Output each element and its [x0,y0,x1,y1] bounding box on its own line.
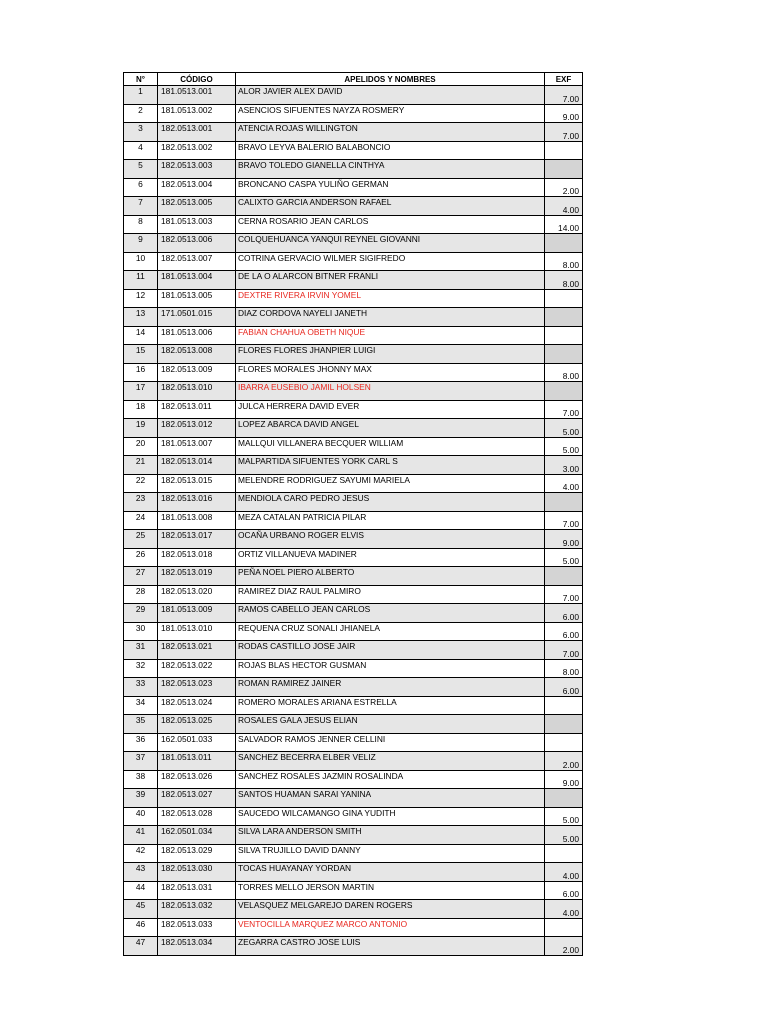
table-row [124,789,583,808]
student-code: 182.0513.004 [158,178,236,197]
table-row [124,900,583,919]
student-code: 182.0513.001 [158,123,236,142]
exf-grade: 6.00 [545,881,583,900]
student-name: TORRES MELLO JERSON MARTIN [236,881,545,900]
student-code: 181.0513.001 [158,86,236,105]
student-name: ZEGARRA CASTRO JOSE LUIS [236,937,545,956]
table-row [124,511,583,530]
exf-grade: 4.00 [545,197,583,216]
student-code: 182.0513.027 [158,789,236,808]
student-code: 182.0513.017 [158,530,236,549]
student-code: 182.0513.024 [158,696,236,715]
exf-grade [545,715,583,734]
exf-grade [545,234,583,253]
exf-grade: 2.00 [545,937,583,956]
row-number: 23 [124,493,158,512]
exf-grade: 14.00 [545,215,583,234]
table-row [124,123,583,142]
table-row [124,215,583,234]
table-row [124,548,583,567]
row-number: 38 [124,770,158,789]
row-number: 5 [124,160,158,179]
student-code: 182.0513.022 [158,659,236,678]
table-row [124,863,583,882]
student-name: ROSALES GALA JESUS ELIAN [236,715,545,734]
exf-grade: 4.00 [545,474,583,493]
student-name: SILVA TRUJILLO DAVID DANNY [236,844,545,863]
row-number: 36 [124,733,158,752]
table-row [124,289,583,308]
row-number: 2 [124,104,158,123]
student-code: 182.0513.030 [158,863,236,882]
table-row [124,807,583,826]
student-code: 171.0501.015 [158,308,236,327]
student-code: 182.0513.034 [158,937,236,956]
student-code: 182.0513.033 [158,918,236,937]
row-number: 37 [124,752,158,771]
student-code: 182.0513.014 [158,456,236,475]
student-name: RAMIREZ DIAZ RAUL PALMIRO [236,585,545,604]
table-row [124,308,583,327]
exf-grade: 5.00 [545,437,583,456]
table-row [124,345,583,364]
table-row [124,622,583,641]
exf-grade: 7.00 [545,511,583,530]
table-row [124,252,583,271]
exf-grade: 7.00 [545,585,583,604]
student-name: ASENCIOS SIFUENTES NAYZA ROSMERY [236,104,545,123]
student-name: ATENCIA ROJAS WILLINGTON [236,123,545,142]
row-number: 20 [124,437,158,456]
student-name: MENDIOLA CARO PEDRO JESUS [236,493,545,512]
table-row [124,197,583,216]
exf-grade [545,567,583,586]
table-row [124,363,583,382]
exf-grade: 9.00 [545,104,583,123]
row-number: 41 [124,826,158,845]
student-code: 181.0513.009 [158,604,236,623]
student-name: PEÑA NOEL PIERO ALBERTO [236,567,545,586]
student-code: 181.0513.003 [158,215,236,234]
header-names: APELIDOS Y NOMBRES [236,73,545,86]
student-code: 181.0513.007 [158,437,236,456]
table-row [124,678,583,697]
student-name: REQUENA CRUZ SONALI JHIANELA [236,622,545,641]
table-row [124,770,583,789]
student-name: ROMERO MORALES ARIANA ESTRELLA [236,696,545,715]
student-name: SANTOS HUAMAN SARAI YANINA [236,789,545,808]
table-row [124,585,583,604]
student-name: IBARRA EUSEBIO JAMIL HOLSEN [236,382,545,401]
table-row [124,844,583,863]
student-code: 182.0513.032 [158,900,236,919]
student-code: 182.0513.025 [158,715,236,734]
student-code: 181.0513.011 [158,752,236,771]
student-name: DIAZ CORDOVA NAYELI JANETH [236,308,545,327]
student-code: 182.0513.009 [158,363,236,382]
table-row [124,178,583,197]
table-row [124,419,583,438]
row-number: 34 [124,696,158,715]
exf-grade: 7.00 [545,86,583,105]
student-name: CERNA ROSARIO JEAN CARLOS [236,215,545,234]
exf-grade: 8.00 [545,252,583,271]
student-name: SANCHEZ ROSALES JAZMIN ROSALINDA [236,770,545,789]
row-number: 30 [124,622,158,641]
student-code: 182.0513.015 [158,474,236,493]
student-name: ORTIZ VILLANUEVA MADINER [236,548,545,567]
student-name: MALPARTIDA SIFUENTES YORK CARL S [236,456,545,475]
student-code: 182.0513.031 [158,881,236,900]
student-code: 181.0513.005 [158,289,236,308]
exf-grade [545,493,583,512]
exf-grade [545,789,583,808]
table-row [124,659,583,678]
student-code: 182.0513.016 [158,493,236,512]
table-row [124,326,583,345]
header-exf: EXF [545,73,583,86]
student-name: FLORES FLORES JHANPIER LUIGI [236,345,545,364]
exf-grade [545,141,583,160]
row-number: 28 [124,585,158,604]
table-header-row [124,73,583,86]
exf-grade [545,289,583,308]
row-number: 39 [124,789,158,808]
student-code: 181.0513.006 [158,326,236,345]
exf-grade: 6.00 [545,678,583,697]
row-number: 12 [124,289,158,308]
table-row [124,881,583,900]
student-code: 182.0513.011 [158,400,236,419]
row-number: 40 [124,807,158,826]
exf-grade [545,696,583,715]
table-row [124,715,583,734]
student-code: 181.0513.008 [158,511,236,530]
exf-grade: 6.00 [545,604,583,623]
exf-grade [545,308,583,327]
exf-grade: 8.00 [545,271,583,290]
row-number: 8 [124,215,158,234]
row-number: 17 [124,382,158,401]
row-number: 10 [124,252,158,271]
table-row [124,382,583,401]
row-number: 29 [124,604,158,623]
student-name: FABIAN CHAHUA OBETH NIQUE [236,326,545,345]
row-number: 27 [124,567,158,586]
student-code: 182.0513.008 [158,345,236,364]
row-number: 7 [124,197,158,216]
exf-grade [545,382,583,401]
table-body [124,86,583,956]
exf-grade: 5.00 [545,826,583,845]
row-number: 33 [124,678,158,697]
student-name: SAUCEDO WILCAMANGO GINA YUDITH [236,807,545,826]
student-name: JULCA HERRERA DAVID EVER [236,400,545,419]
student-code: 182.0513.003 [158,160,236,179]
table-row [124,271,583,290]
student-code: 181.0513.002 [158,104,236,123]
exf-grade: 4.00 [545,863,583,882]
row-number: 18 [124,400,158,419]
exf-grade: 7.00 [545,400,583,419]
header-number: N° [124,73,158,86]
student-code: 182.0513.010 [158,382,236,401]
student-name: SANCHEZ BECERRA ELBER VELIZ [236,752,545,771]
student-code: 182.0513.019 [158,567,236,586]
student-name: MEZA CATALAN PATRICIA PILAR [236,511,545,530]
student-name: COLQUEHUANCA YANQUI REYNEL GIOVANNI [236,234,545,253]
table-row [124,937,583,956]
table-row [124,826,583,845]
row-number: 15 [124,345,158,364]
row-number: 47 [124,937,158,956]
row-number: 6 [124,178,158,197]
student-name: RODAS CASTILLO JOSE JAIR [236,641,545,660]
exf-grade [545,345,583,364]
exf-grade: 2.00 [545,178,583,197]
exf-grade: 5.00 [545,807,583,826]
student-name: ROJAS BLAS HECTOR GUSMAN [236,659,545,678]
exf-grade: 5.00 [545,419,583,438]
row-number: 11 [124,271,158,290]
table-row [124,160,583,179]
table-row [124,104,583,123]
row-number: 19 [124,419,158,438]
student-name: ROMAN RAMIREZ JAINER [236,678,545,697]
student-roster-table [123,72,583,956]
student-name: COTRINA GERVACIO WILMER SIGIFREDO [236,252,545,271]
student-name: VENTOCILLA MARQUEZ MARCO ANTONIO [236,918,545,937]
exf-grade: 3.00 [545,456,583,475]
row-number: 26 [124,548,158,567]
row-number: 1 [124,86,158,105]
student-code: 182.0513.023 [158,678,236,697]
row-number: 21 [124,456,158,475]
student-name: CALIXTO GARCIA ANDERSON RAFAEL [236,197,545,216]
student-code: 182.0513.005 [158,197,236,216]
table-row [124,437,583,456]
student-name: MELENDRE RODRIGUEZ SAYUMI MARIELA [236,474,545,493]
student-code: 182.0513.002 [158,141,236,160]
table-row [124,641,583,660]
row-number: 44 [124,881,158,900]
row-number: 45 [124,900,158,919]
student-code: 182.0513.006 [158,234,236,253]
table-row [124,567,583,586]
row-number: 9 [124,234,158,253]
row-number: 16 [124,363,158,382]
student-name: BRAVO LEYVA BALERIO BALABONCIO [236,141,545,160]
exf-grade: 7.00 [545,641,583,660]
student-name: MALLQUI VILLANERA BECQUER WILLIAM [236,437,545,456]
student-name: SILVA LARA ANDERSON SMITH [236,826,545,845]
student-name: DEXTRE RIVERA IRVIN YOMEL [236,289,545,308]
row-number: 25 [124,530,158,549]
exf-grade: 6.00 [545,622,583,641]
student-code: 162.0501.034 [158,826,236,845]
table-row [124,141,583,160]
table-row [124,733,583,752]
exf-grade: 8.00 [545,363,583,382]
table-row [124,474,583,493]
student-name: LOPEZ ABARCA DAVID ANGEL [236,419,545,438]
exf-grade: 8.00 [545,659,583,678]
exf-grade: 9.00 [545,530,583,549]
exf-grade [545,160,583,179]
exf-grade [545,733,583,752]
student-code: 182.0513.007 [158,252,236,271]
student-code: 182.0513.020 [158,585,236,604]
table-row [124,604,583,623]
row-number: 31 [124,641,158,660]
student-name: FLORES MORALES JHONNY MAX [236,363,545,382]
table-row [124,752,583,771]
table-row [124,493,583,512]
student-name: TOCAS HUAYANAY YORDAN [236,863,545,882]
table-row [124,918,583,937]
table-row [124,86,583,105]
row-number: 24 [124,511,158,530]
table-row [124,696,583,715]
table-row [124,234,583,253]
student-code: 162.0501.033 [158,733,236,752]
row-number: 3 [124,123,158,142]
exf-grade: 7.00 [545,123,583,142]
row-number: 4 [124,141,158,160]
student-name: ALOR JAVIER ALEX DAVID [236,86,545,105]
row-number: 42 [124,844,158,863]
exf-grade [545,918,583,937]
student-code: 181.0513.010 [158,622,236,641]
student-code: 182.0513.029 [158,844,236,863]
student-code: 181.0513.004 [158,271,236,290]
student-name: BRAVO TOLEDO GIANELLA CINTHYA [236,160,545,179]
student-name: BRONCANO CASPA YULIÑO GERMAN [236,178,545,197]
student-code: 182.0513.018 [158,548,236,567]
row-number: 22 [124,474,158,493]
row-number: 14 [124,326,158,345]
exf-grade: 4.00 [545,900,583,919]
student-name: RAMOS CABELLO JEAN CARLOS [236,604,545,623]
student-code: 182.0513.012 [158,419,236,438]
row-number: 35 [124,715,158,734]
row-number: 46 [124,918,158,937]
header-code: CÓDIGO [158,73,236,86]
table-row [124,456,583,475]
student-name: VELASQUEZ MELGAREJO DAREN ROGERS [236,900,545,919]
exf-grade: 5.00 [545,548,583,567]
student-code: 182.0513.026 [158,770,236,789]
student-name: OCAÑA URBANO ROGER ELVIS [236,530,545,549]
exf-grade [545,844,583,863]
exf-grade [545,326,583,345]
student-name: DE LA O ALARCON BITNER FRANLI [236,271,545,290]
exf-grade: 9.00 [545,770,583,789]
table-row [124,400,583,419]
exf-grade: 2.00 [545,752,583,771]
student-name: SALVADOR RAMOS JENNER CELLINI [236,733,545,752]
row-number: 32 [124,659,158,678]
row-number: 43 [124,863,158,882]
student-code: 182.0513.021 [158,641,236,660]
student-code: 182.0513.028 [158,807,236,826]
table-row [124,530,583,549]
row-number: 13 [124,308,158,327]
